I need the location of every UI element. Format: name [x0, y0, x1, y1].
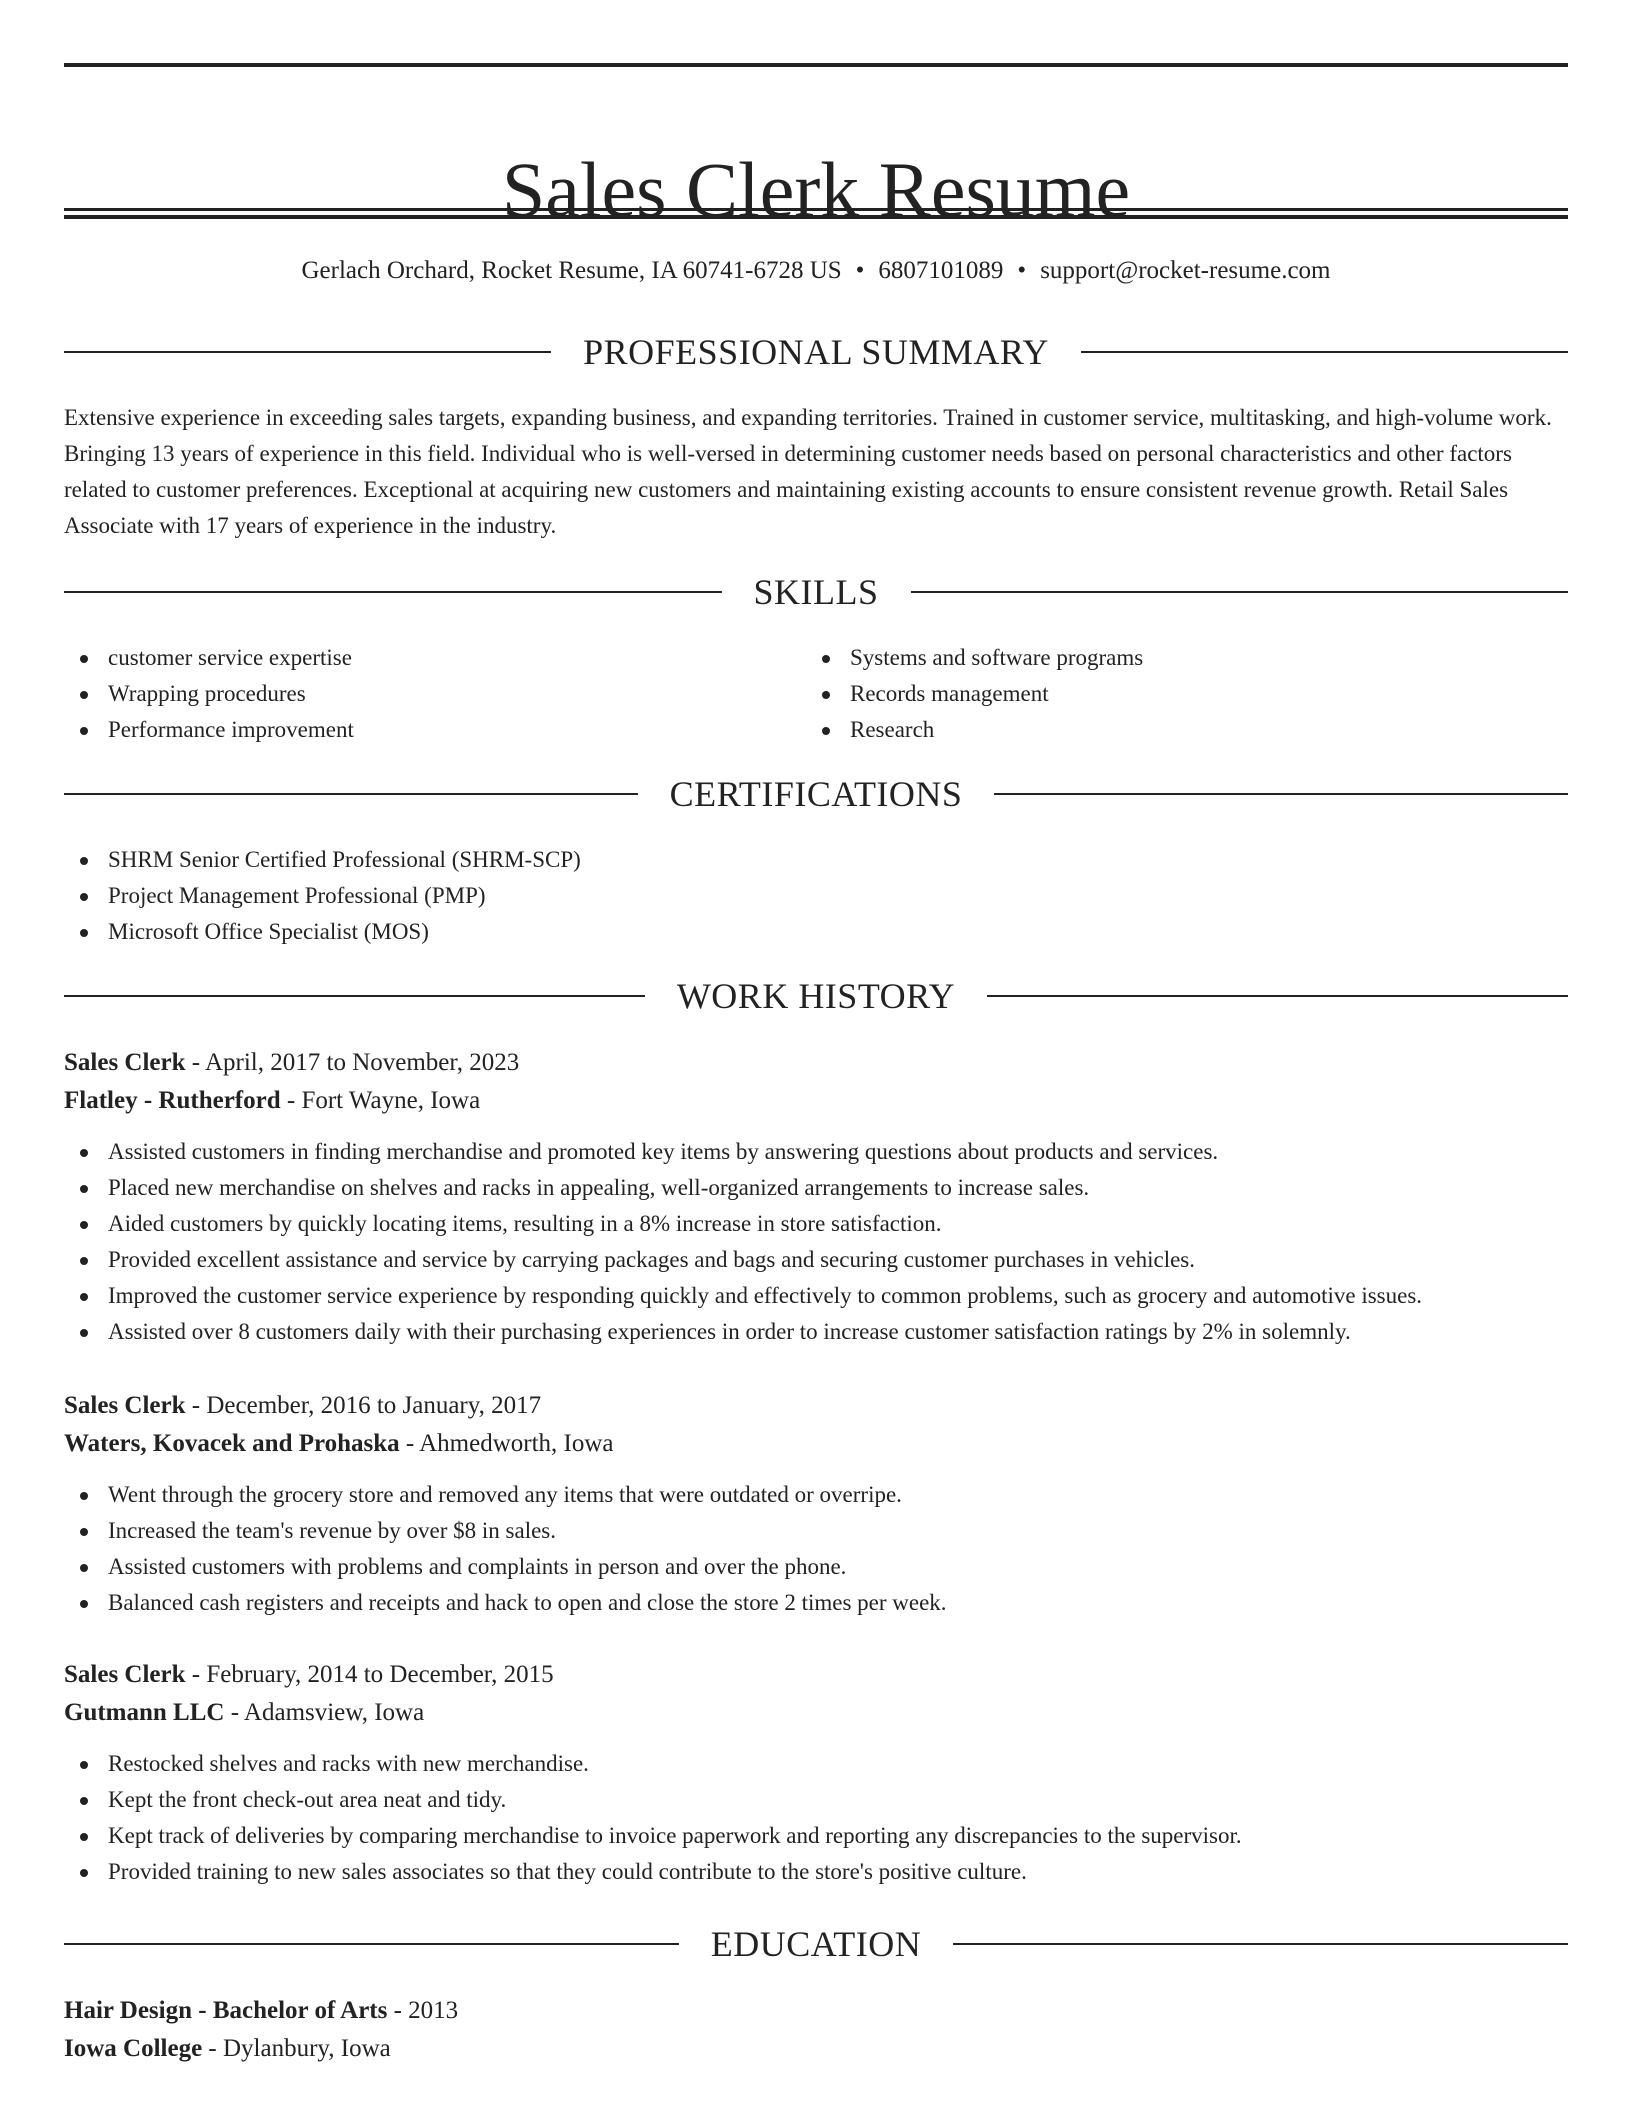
job-bullet: Provided excellent assistance and service by carrying packages and bags and securing customer purchases in vehicles. [64, 1242, 1568, 1278]
skill-item: Performance improvement [64, 712, 354, 748]
job-bullet: Balanced cash registers and receipts and hack to open and close the store 2 times per week. [64, 1585, 1568, 1621]
summary-text: Extensive experience in exceeding sales targets, expanding business, and expanding territories. Trained in customer service, multitasking, and high-volume work. Bringing 13 years of experience in this field. Individual who is well-versed in determining customer needs based on personal characteristics and other factors related to customer preferences. Exceptional at acquiring new customers and maintaining existing accounts to ensure consistent revenue growth. Retail Sales Associate with 17 years of experience in the industry. [64, 405, 1552, 538]
top-rule [64, 63, 1568, 67]
job-bullet: Went through the grocery store and removed any items that were outdated or overripe. [64, 1477, 1568, 1513]
job-bullets [64, 1134, 1568, 1350]
job-company-line [64, 1082, 1568, 1120]
job-entry [64, 1656, 1568, 1890]
certification-item: SHRM Senior Certified Professional (SHRM-SCP) [64, 842, 1568, 878]
skill-item: Wrapping procedures [64, 676, 354, 712]
job-company-line [64, 1425, 1568, 1463]
heading-rule-right [953, 1943, 1568, 1945]
job-company: Flatley - Rutherford [64, 1087, 281, 1114]
job-entry [64, 1387, 1568, 1621]
skill-item: Research [806, 712, 1143, 748]
job-title-line [64, 1387, 1568, 1425]
education-degree: Hair Design - Bachelor of Arts [64, 1997, 388, 2024]
skill-item: customer service expertise [64, 640, 354, 676]
job-bullet: Assisted customers with problems and complaints in person and over the phone. [64, 1549, 1568, 1585]
contact-line [64, 254, 1568, 288]
job-bullets [64, 1746, 1568, 1890]
contact-phone: 6807101089 [878, 257, 1004, 284]
heading-rule-right [987, 995, 1568, 997]
job-title: Sales Clerk [64, 1049, 186, 1076]
heading-rule-right [994, 793, 1568, 795]
job-title-line [64, 1656, 1568, 1694]
skills-list-left [64, 640, 354, 748]
job-bullet: Increased the team's revenue by over $8 in sales. [64, 1513, 1568, 1549]
certification-item: Project Management Professional (PMP) [64, 878, 1568, 914]
job-entry [64, 1044, 1568, 1350]
job-bullets [64, 1477, 1568, 1621]
job-dates: - December, 2016 to January, 2017 [185, 1392, 542, 1419]
heading-rule-left [64, 591, 722, 593]
job-location: - Adamsview, Iowa [224, 1699, 425, 1726]
job-bullet: Improved the customer service experience by responding quickly and effectively to common problems, such as grocery and automotive issues. [64, 1278, 1568, 1314]
job-dates: - February, 2014 to December, 2015 [185, 1661, 554, 1688]
section-title: SKILLS [753, 572, 879, 612]
job-bullet: Assisted customers in finding merchandise and promoted key items by answering questions about products and services. [64, 1134, 1568, 1170]
section-heading-work-history [64, 974, 1568, 1018]
heading-rule-right [911, 591, 1569, 593]
heading-rule-left [64, 1943, 679, 1945]
resume-title: Sales Clerk Resume [501, 146, 1131, 234]
heading-rule-right [1081, 351, 1568, 353]
job-company: Waters, Kovacek and Prohaska [64, 1430, 400, 1457]
contact-separator: • [1017, 257, 1027, 284]
contact-email: support@rocket-resume.com [1040, 257, 1331, 284]
job-location: - Ahmedworth, Iowa [399, 1430, 614, 1457]
heading-rule-left [64, 793, 638, 795]
education-year: - 2013 [387, 1997, 459, 2024]
section-heading-skills [64, 570, 1568, 614]
job-bullet: Kept track of deliveries by comparing merchandise to invoice paperwork and reporting any discrepancies to the supervisor. [64, 1818, 1568, 1854]
job-bullet: Kept the front check-out area neat and tidy. [64, 1782, 1568, 1818]
education-degree-line [64, 1992, 1568, 2030]
section-title: EDUCATION [710, 1924, 922, 1964]
job-company-line [64, 1694, 1568, 1732]
job-bullet: Provided training to new sales associates so that they could contribute to the store's positive culture. [64, 1854, 1568, 1890]
job-bullet: Aided customers by quickly locating items, resulting in a 8% increase in store satisfaction. [64, 1206, 1568, 1242]
job-title: Sales Clerk [64, 1392, 186, 1419]
job-title-line [64, 1044, 1568, 1082]
job-company: Gutmann LLC [64, 1699, 225, 1726]
job-title: Sales Clerk [64, 1661, 186, 1688]
section-heading-certifications [64, 772, 1568, 816]
job-bullet: Restocked shelves and racks with new merchandise. [64, 1746, 1568, 1782]
skill-item: Systems and software programs [806, 640, 1143, 676]
contact-separator: • [855, 257, 865, 284]
certifications-list [64, 842, 1568, 950]
certification-item: Microsoft Office Specialist (MOS) [64, 914, 1568, 950]
title-rule-upper [64, 208, 1568, 211]
section-title: PROFESSIONAL SUMMARY [583, 332, 1049, 372]
skill-item: Records management [806, 676, 1143, 712]
job-location: - Fort Wayne, Iowa [280, 1087, 481, 1114]
education-school-line [64, 2030, 1568, 2068]
section-heading-education [64, 1922, 1568, 1966]
heading-rule-left [64, 995, 645, 997]
education-school: Iowa College [64, 2035, 203, 2062]
job-dates: - April, 2017 to November, 2023 [185, 1049, 520, 1076]
skills-list-right [806, 640, 1143, 748]
section-heading-summary [64, 330, 1568, 374]
heading-rule-left [64, 351, 551, 353]
education-entry [64, 1992, 1568, 2068]
job-bullet: Placed new merchandise on shelves and racks in appealing, well-organized arrangements to increase sales. [64, 1170, 1568, 1206]
education-location: - Dylanbury, Iowa [202, 2035, 391, 2062]
section-title: CERTIFICATIONS [669, 774, 963, 814]
title-rule-lower [64, 215, 1568, 219]
contact-address: Gerlach Orchard, Rocket Resume, IA 60741-6728 US [301, 257, 842, 284]
section-title: WORK HISTORY [676, 976, 956, 1016]
job-bullet: Assisted over 8 customers daily with their purchasing experiences in order to increase customer satisfaction ratings by 2% in solemnly. [64, 1314, 1568, 1350]
